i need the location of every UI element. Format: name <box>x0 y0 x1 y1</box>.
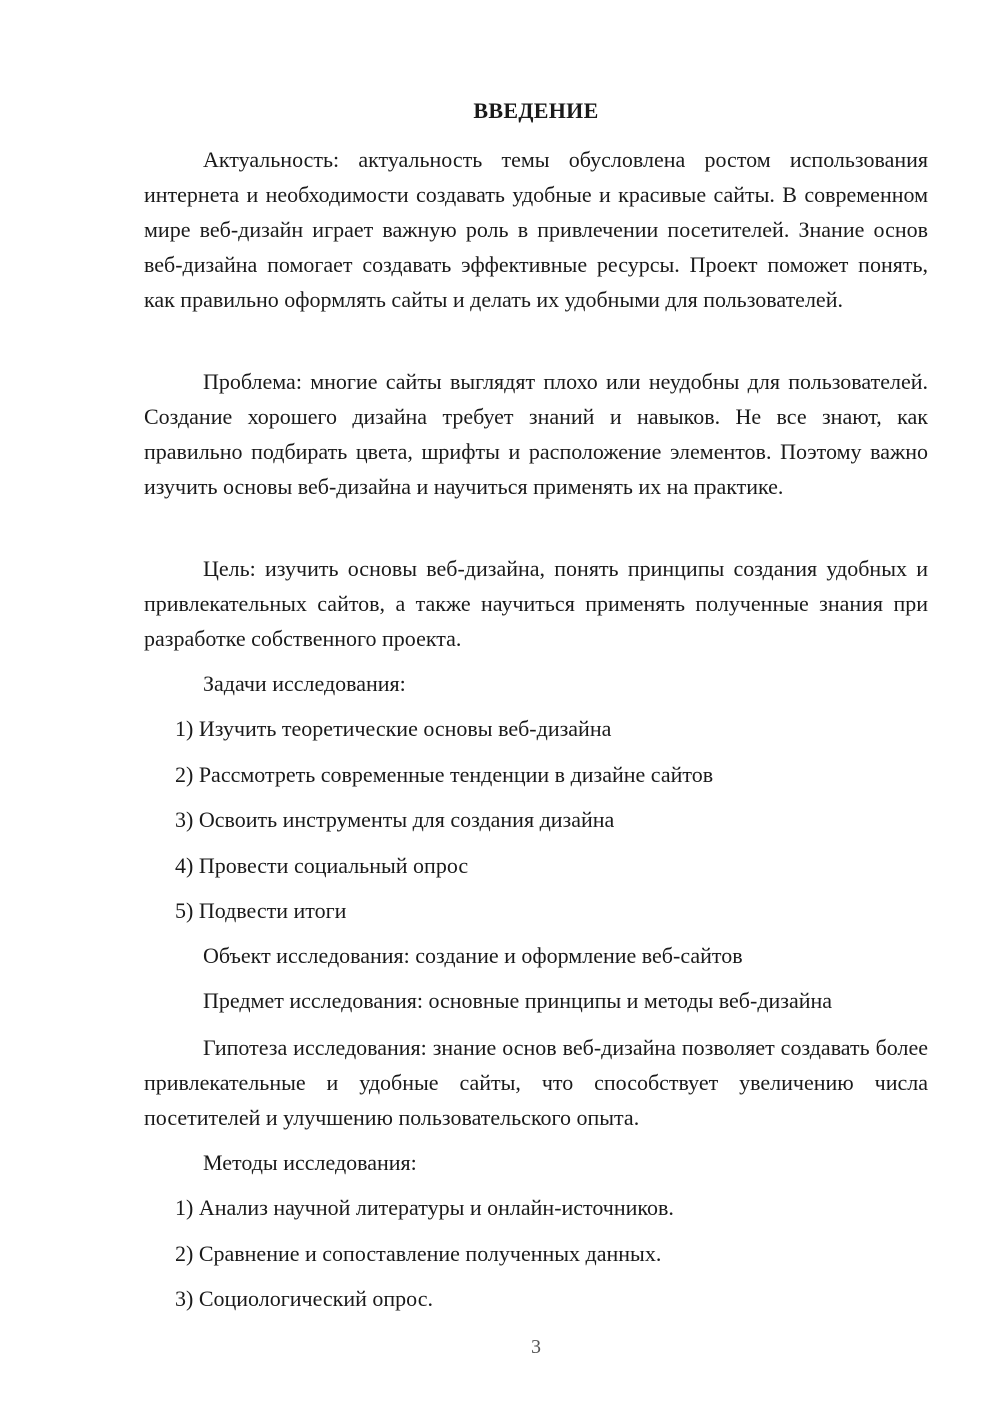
method-item: 2) Сравнение и сопоставление полученных данных. <box>175 1241 662 1266</box>
hypothesis-paragraph: Гипотеза исследования: знание основ веб-дизайна позволяет создавать более привлекательные и удобные сайты, что способствует увеличению числа посетителей и улучшению пользовательского опыта. <box>144 1035 928 1130</box>
relevance-paragraph: Актуальность: актуальность темы обусловлена ростом использования интернета и необходимости создавать удобные и красивые сайты. В современном мире веб-дизайн играет важную роль в привлечении посетителей. Знание основ веб-дизайна помогает создавать эффективные ресурсы. Проект поможет понять, как правильно оформлять сайты и делать их удобными для пользователей. <box>144 147 928 312</box>
task-item: 2) Рассмотреть современные тенденции в дизайне сайтов <box>175 762 714 787</box>
method-item: 3) Социологический опрос. <box>175 1286 433 1311</box>
task-item: 3) Освоить инструменты для создания дизайна <box>175 807 615 832</box>
methods-title: Методы исследования: <box>203 1150 417 1175</box>
method-item: 1) Анализ научной литературы и онлайн-источников. <box>175 1195 674 1220</box>
problem-paragraph: Проблема: многие сайты выглядят плохо или неудобны для пользователей. Создание хорошего дизайна требует знаний и навыков. Не все знают, как правильно подбирать цвета, шрифты и расположение элементов. Поэтому важно изучить основы веб-дизайна и научиться применять их на практике. <box>144 369 928 499</box>
section-heading: ВВЕДЕНИЕ <box>473 98 599 123</box>
research-subject: Предмет исследования: основные принципы и методы веб-дизайна <box>203 988 833 1013</box>
task-item: 1) Изучить теоретические основы веб-дизайна <box>175 716 612 741</box>
research-object: Объект исследования: создание и оформление веб-сайтов <box>203 943 743 968</box>
page-number: 3 <box>531 1336 541 1358</box>
tasks-title: Задачи исследования: <box>203 671 406 696</box>
goal-paragraph: Цель: изучить основы веб-дизайна, понять принципы создания удобных и привлекательных сайтов, а также научиться применять полученные знания при разработке собственного проекта. <box>144 556 928 651</box>
task-item: 4) Провести социальный опрос <box>175 853 469 878</box>
task-item: 5) Подвести итоги <box>175 898 347 923</box>
